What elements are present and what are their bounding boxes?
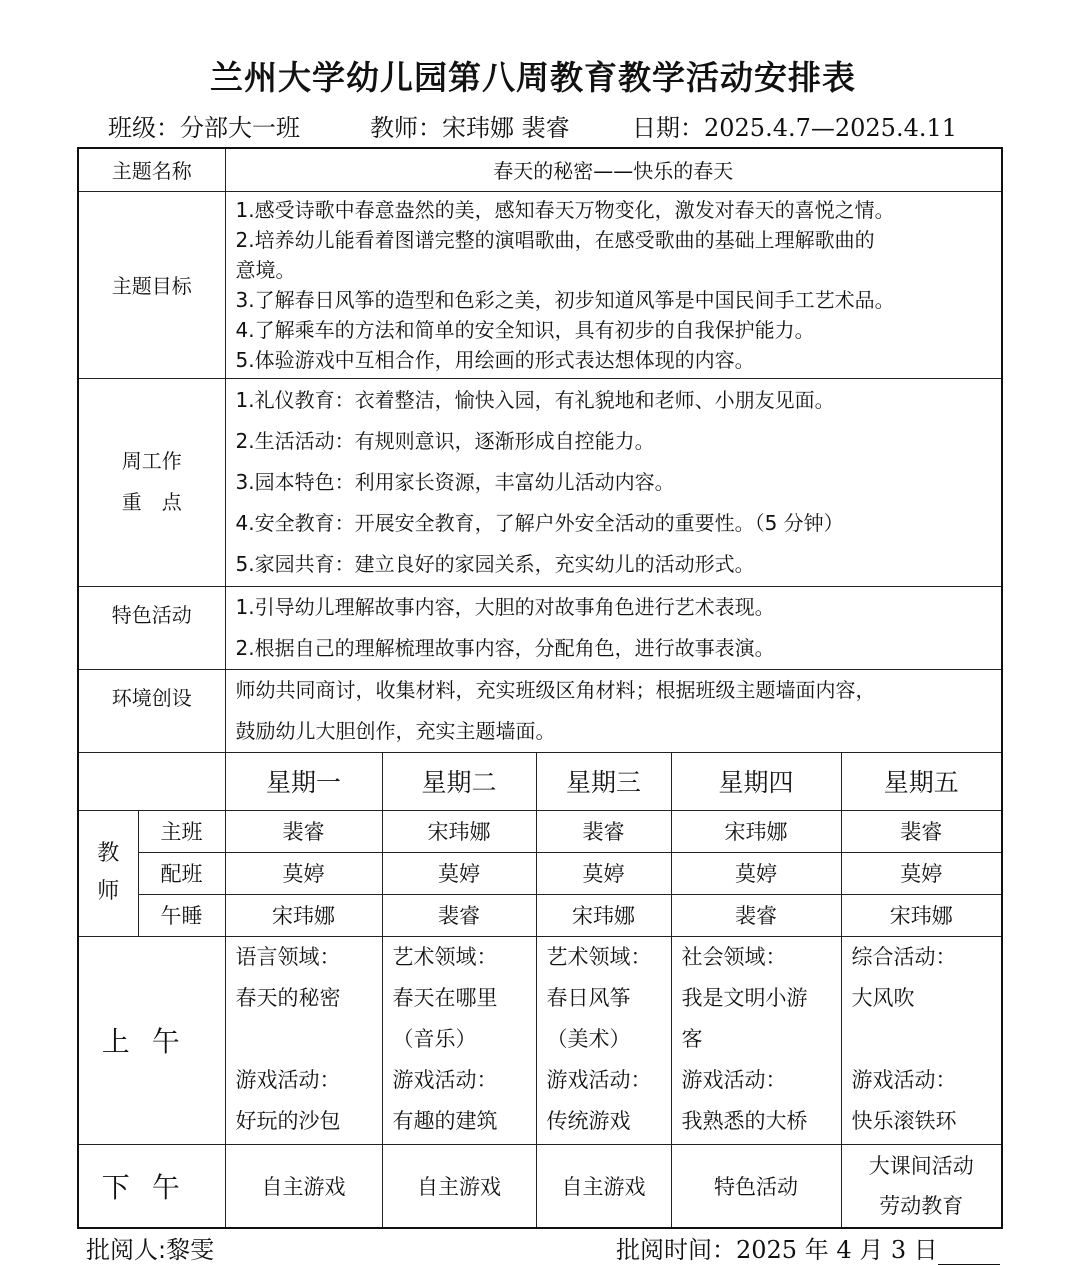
environment-row	[78, 669, 1002, 752]
morning-line: 春天的秘密	[235, 985, 341, 1010]
teacher-cell: 宋玮娜	[671, 810, 841, 852]
focus-line: 4.安全教育：开展安全教育，了解户外安全活动的重要性。（5 分钟）	[235, 510, 844, 535]
morning-cell-thursday	[671, 936, 841, 1144]
goal-line: 3.了解春日风筝的造型和色彩之美，初步知道风筝是中国民间手工艺术品。	[235, 287, 895, 312]
page-title: 兰州大学幼儿园第八周教育教学活动安排表	[210, 58, 856, 97]
goal-line: 5.体验游戏中互相合作，用绘画的形式表达想体现的内容。	[235, 347, 755, 372]
teacher-role: 主班	[138, 810, 225, 852]
weekly-focus-list	[225, 378, 1002, 586]
morning-line: 游戏活动：	[235, 1067, 341, 1092]
special-activity-row	[78, 586, 1002, 669]
afternoon-cell-wednesday: 自主游戏	[536, 1144, 671, 1228]
morning-line: 有趣的建筑	[392, 1108, 498, 1133]
teacher-label: 教师：宋玮娜 裴睿	[370, 114, 570, 142]
special-activity-label: 特色活动	[78, 586, 225, 669]
morning-label: 上午	[78, 936, 225, 1144]
special-activity-line: 1.引导幼儿理解故事内容，大胆的对故事角色进行艺术表现。	[235, 594, 775, 619]
morning-line: 好玩的沙包	[235, 1108, 341, 1133]
morning-line: 游戏活动：	[681, 1067, 787, 1092]
theme-goals-row	[78, 191, 1002, 378]
date-label: 日期：	[632, 114, 704, 142]
days-header-blank	[78, 752, 225, 810]
teacher-cell: 裴睿	[841, 810, 1002, 852]
focus-line: 3.园本特色：利用家长资源，丰富幼儿活动内容。	[235, 469, 675, 494]
weekly-focus-row	[78, 378, 1002, 586]
morning-line: 语言领域：	[235, 944, 341, 969]
review-time-label: 批阅时间：	[616, 1236, 736, 1264]
teacher-cell: 宋玮娜	[841, 894, 1002, 936]
morning-line: 综合活动：	[851, 944, 957, 969]
day-wednesday: 星期三	[536, 752, 671, 810]
environment-line: 鼓励幼儿大胆创作，充实主题墙面。	[235, 718, 556, 743]
afternoon-line: 劳动教育	[879, 1193, 964, 1218]
teacher-cell: 宋玮娜	[225, 894, 382, 936]
morning-line: 社会领域：	[681, 944, 787, 969]
schedule-table	[77, 147, 1003, 1229]
afternoon-cell-tuesday: 自主游戏	[382, 1144, 536, 1228]
review-time	[616, 1230, 1000, 1265]
teacher-cell: 莫婷	[671, 852, 841, 894]
weekly-focus-label	[78, 378, 225, 586]
environment-line: 师幼共同商讨，收集材料，充实班级区角材料；根据班级主题墙面内容，	[235, 677, 876, 702]
teacher-role: 午睡	[138, 894, 225, 936]
morning-line: 游戏活动：	[851, 1067, 957, 1092]
goal-line: 1.感受诗歌中春意盎然的美，感知春天万物变化，激发对春天的喜悦之情。	[235, 197, 895, 222]
days-header-row	[78, 752, 1002, 810]
morning-cell-tuesday	[382, 936, 536, 1144]
teacher-cell: 莫婷	[382, 852, 536, 894]
teachers-group-label	[78, 810, 138, 936]
day-friday: 星期五	[841, 752, 1002, 810]
theme-name-row	[78, 148, 1002, 191]
morning-line	[236, 1019, 382, 1060]
morning-line: 传统游戏	[546, 1108, 631, 1133]
teacher-row-assist	[78, 852, 1002, 894]
teacher-cell: 裴睿	[671, 894, 841, 936]
morning-line: 春天在哪里	[392, 985, 498, 1010]
special-activity-line: 2.根据自己的理解梳理故事内容，分配角色，进行故事表演。	[235, 635, 775, 660]
theme-name-value: 春天的秘密——快乐的春天	[225, 148, 1002, 191]
theme-goals-label: 主题目标	[78, 191, 225, 378]
goal-line: 意境。	[235, 257, 296, 282]
afternoon-label: 下午	[78, 1144, 225, 1228]
teachers-group-label-1: 教	[97, 841, 120, 866]
reviewer: 批阅人:黎雯	[86, 1236, 215, 1264]
teacher-cell: 莫婷	[225, 852, 382, 894]
teacher-row-lead	[78, 810, 1002, 852]
weekly-focus-label-line2: 重 点	[121, 490, 182, 514]
review-time-value: 2025 年 4 月 3 日	[736, 1236, 938, 1264]
review-time-underline	[938, 1240, 1000, 1265]
day-tuesday: 星期二	[382, 752, 536, 810]
focus-line: 1.礼仪教育：衣着整洁，愉快入园，有礼貌地和老师、小朋友见面。	[235, 387, 835, 412]
teacher-role: 配班	[138, 852, 225, 894]
focus-line: 5.家园共育：建立良好的家园关系，充实幼儿的活动形式。	[235, 551, 755, 576]
morning-line: 游戏活动：	[392, 1067, 498, 1092]
morning-line: 大风吹	[851, 985, 915, 1010]
day-monday: 星期一	[225, 752, 382, 810]
teachers-group-label-2: 师	[97, 879, 120, 904]
afternoon-cell-thursday: 特色活动	[671, 1144, 841, 1228]
class-label: 班级：分部大一班	[108, 114, 300, 142]
environment-text	[225, 669, 1002, 752]
afternoon-line: 大课间活动	[868, 1153, 974, 1178]
teacher-cell: 莫婷	[841, 852, 1002, 894]
date-value: 2025.4.7—2025.4.11	[704, 114, 958, 142]
morning-line: 快乐滚铁环	[851, 1108, 957, 1133]
afternoon-row	[78, 1144, 1002, 1228]
morning-cell-friday	[841, 936, 1002, 1144]
morning-line: 我熟悉的大桥	[681, 1108, 808, 1133]
morning-line: 客	[681, 1026, 703, 1051]
morning-line: （音乐）	[392, 1026, 477, 1051]
afternoon-cell-monday: 自主游戏	[225, 1144, 382, 1228]
environment-label: 环境创设	[78, 669, 225, 752]
morning-row	[78, 936, 1002, 1144]
teacher-cell: 裴睿	[536, 810, 671, 852]
goal-line: 2.培养幼儿能看着图谱完整的演唱歌曲，在感受歌曲的基础上理解歌曲的	[235, 227, 875, 252]
morning-line: 春日风筝	[546, 985, 631, 1010]
morning-cell-wednesday	[536, 936, 671, 1144]
focus-line: 2.生活活动：有规则意识，逐渐形成自控能力。	[235, 428, 655, 453]
morning-line: （美术）	[546, 1026, 631, 1051]
morning-cell-monday	[225, 936, 382, 1144]
morning-line: 我是文明小游	[681, 985, 808, 1010]
special-activity-list	[225, 586, 1002, 669]
teacher-cell: 裴睿	[225, 810, 382, 852]
teacher-cell: 宋玮娜	[382, 810, 536, 852]
afternoon-cell-friday	[841, 1144, 1002, 1228]
day-thursday: 星期四	[671, 752, 841, 810]
teacher-cell: 裴睿	[382, 894, 536, 936]
teacher-row-nap	[78, 894, 1002, 936]
morning-line: 游戏活动：	[546, 1067, 652, 1092]
teacher-cell: 宋玮娜	[536, 894, 671, 936]
theme-name-label: 主题名称	[78, 148, 225, 191]
date-field	[632, 108, 957, 143]
teacher-cell: 莫婷	[536, 852, 671, 894]
theme-goals-list	[225, 191, 1002, 378]
morning-line: 艺术领域：	[546, 944, 652, 969]
morning-line: 艺术领域：	[392, 944, 498, 969]
weekly-focus-label-line1: 周工作	[121, 449, 182, 473]
goal-line: 4.了解乘车的方法和简单的安全知识，具有初步的自我保护能力。	[235, 317, 815, 342]
morning-line	[852, 1019, 1002, 1060]
